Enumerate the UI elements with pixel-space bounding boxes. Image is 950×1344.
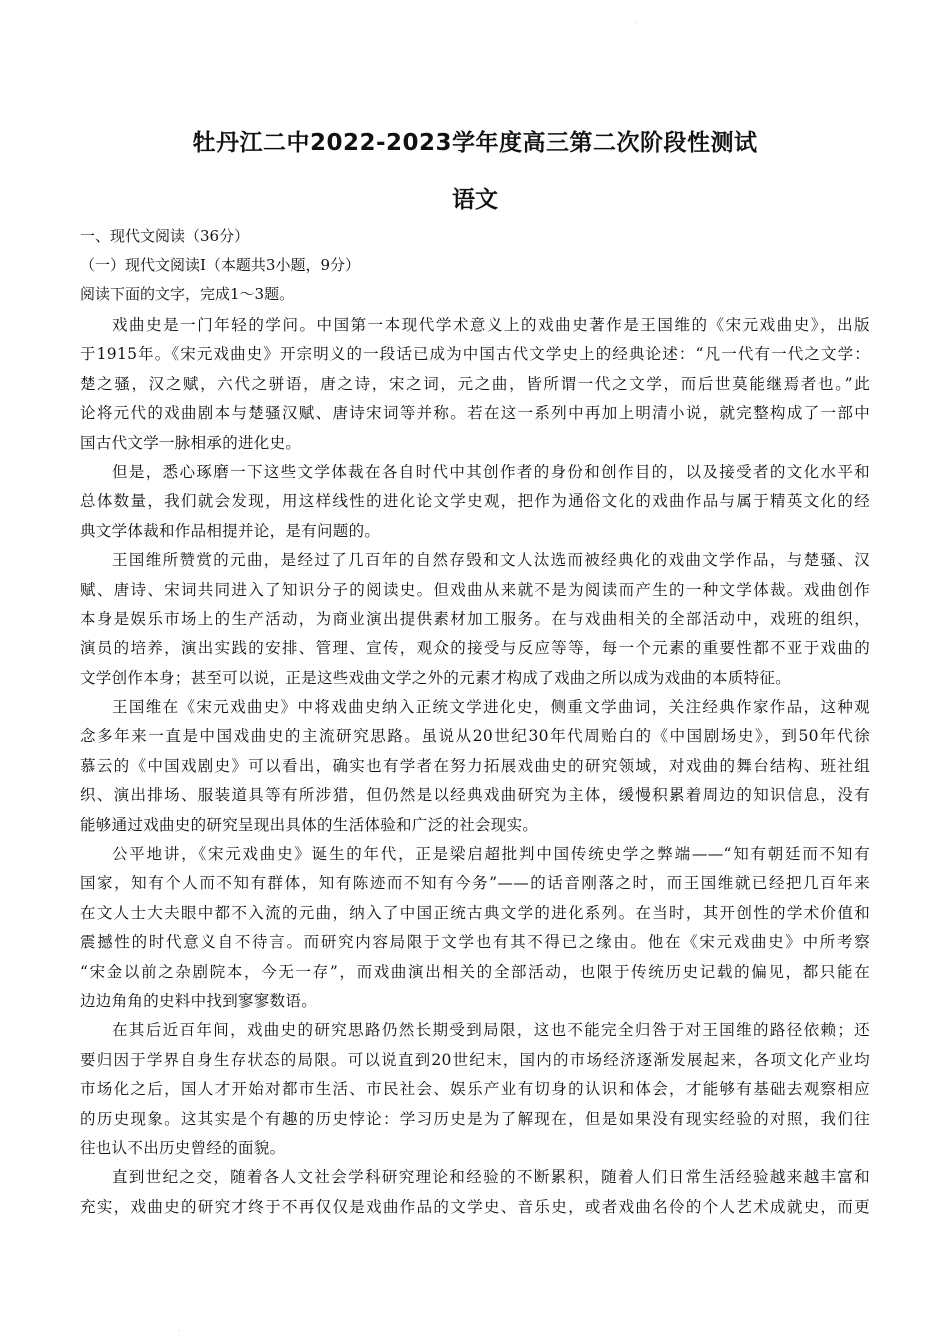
reading-passage (80, 311, 870, 1222)
section-heading: 一、现代文阅读（36分） (80, 227, 250, 245)
passage-line: 念多年来一直是中国戏曲史的主流研究思路。虽说从20世纪30年代周贻白的《中国剧场史》，到50年代徐 (80, 727, 870, 746)
passage-line: 文学创作本身；甚至可以说，正是这些戏曲文学之外的元素才构成了戏曲之所以成为戏曲的本质特征。 (80, 668, 792, 687)
subject-heading: 语文 (452, 187, 498, 213)
passage-line: 典文学体裁和作品相提并论，是有问题的。 (80, 521, 381, 540)
passage-line: 边边角角的史料中找到寥寥数语。 (80, 991, 318, 1010)
passage-line: 慕云的《中国戏剧史》可以看出，确实也有学者在努力拓展戏曲史的研究领域，对戏曲的舞台结构、班社组 (80, 756, 870, 775)
passage-line: 市场化之后，国人才开始对都市生活、市民社会、娱乐产业有切身的认识和体会，才能够有基础去观察相应 (80, 1080, 870, 1099)
passage-line: 楚之骚，汉之赋，六代之骈语，唐之诗，宋之词，元之曲，皆所谓一代之文学，而后世莫能继焉者也。”此 (80, 374, 870, 393)
passage-line: 公平地讲，《宋元戏曲史》诞生的年代，正是梁启超批判中国传统史学之弊端——“知有朝廷而不知有 (112, 845, 870, 864)
passage-line: 织、演出排场、服装道具等有所涉猎，但仍然是以经典戏曲研究为主体，缓慢积累着周边的知识信息，没有 (80, 786, 870, 805)
passage-line: 在文人士大夫眼中都不入流的元曲，纳入了中国正统古典文学的进化系列。在当时，其开创性的学术价值和 (80, 903, 870, 922)
passage-line: 王国维在《宋元戏曲史》中将戏曲史纳入正统文学进化史，侧重文学曲词，关注经典作家作品，这种观 (112, 698, 870, 717)
passage-line: 充实，戏曲史的研究才终于不再仅仅是戏曲作品的文学史、音乐史，或者戏曲名伶的个人艺术成就史，而更 (80, 1197, 870, 1216)
page-mark: · (636, 20, 638, 27)
passage-line: 王国维所赞赏的元曲，是经过了几百年的自然存毁和文人汰选而被经典化的戏曲文学作品，与楚骚、汉 (112, 551, 870, 570)
passage-line: 总体数量，我们就会发现，用这样线性的进化论文学史观，把作为通俗文化的戏曲作品与属于精英文化的经 (80, 492, 870, 511)
passage-line: 本身是娱乐市场上的生产活动，为商业演出提供素材加工服务。在与戏曲相关的全部活动中，戏班的组织， (80, 609, 870, 628)
passage-line: 论将元代的戏曲剧本与楚骚汉赋、唐诗宋词等并称。若在这一系列中再加上明清小说，就完整构成了一部中 (80, 404, 870, 423)
exam-title: 牡丹江二中2022-2023学年度高三第二次阶段性测试 (192, 130, 758, 156)
passage-line: 戏曲史是一门年轻的学问。中国第一本现代学术意义上的戏曲史著作是王国维的《宋元戏曲史》，出版 (112, 316, 870, 334)
passage-line: 往也认不出历史曾经的面貌。 (80, 1138, 286, 1157)
passage-line: 要归因于学界自身生存状态的局限。可以说直到20世纪末，国内的市场经济逐渐发展起来，各项文化产业均 (80, 1050, 870, 1069)
page-mark: · (178, 1328, 180, 1335)
passage-line: 赋、唐诗、宋词共同进入了知识分子的阅读史。但戏曲从来就不是为阅读而产生的一种文学体裁。戏曲创作 (80, 580, 870, 599)
passage-line: 国古代文学一脉相承的进化史。 (80, 433, 302, 452)
passage-line: 但是，悉心琢磨一下这些文学体裁在各自时代中其创作者的身份和创作目的，以及接受者的文化水平和 (112, 462, 870, 481)
subsection-heading: （一）现代文阅读Ⅰ（本题共3小题，9分） (80, 256, 361, 274)
passage-line: 直到世纪之交，随着各人文社会学科研究理论和经验的不断累积，随着人们日常生活经验越来越丰富和 (112, 1168, 870, 1187)
passage-line: 演员的培养，演出实践的安排、管理、宣传，观众的接受与反应等等，每一个元素的重要性都不亚于戏曲的 (80, 639, 870, 658)
passage-line: 于1915年。《宋元戏曲史》开宗明义的一段话已成为中国古代文学史上的经典论述：“凡一代有一代之文学： (80, 345, 870, 364)
passage-line: 震撼性的时代意义自不待言。而研究内容局限于文学也有其不得已之缘由。他在《宋元戏曲史》中所考察 (80, 933, 870, 952)
passage-line: 的历史现象。这其实是个有趣的历史悖论：学习历史是为了解现在，但是如果没有现实经验的对照，我们往 (80, 1109, 870, 1128)
passage-line: “宋金以前之杂剧院本，今无一存”，而戏曲演出相关的全部活动，也限于传统历史记载的偏见，都只能在 (80, 962, 870, 981)
passage-line: 能够通过戏曲史的研究呈现出具体的生活体验和广泛的社会现实。 (80, 815, 539, 834)
reading-instruction: 阅读下面的文字，完成1～3题。 (80, 285, 295, 303)
passage-line: 国家，知有个人而不知有群体，知有陈迹而不知有今务”——的话音刚落之时，而王国维就已经把几百年来 (80, 874, 870, 893)
passage-line: 在其后近百年间，戏曲史的研究思路仍然长期受到局限，这也不能完全归咎于对王国维的路径依赖；还 (112, 1021, 870, 1040)
